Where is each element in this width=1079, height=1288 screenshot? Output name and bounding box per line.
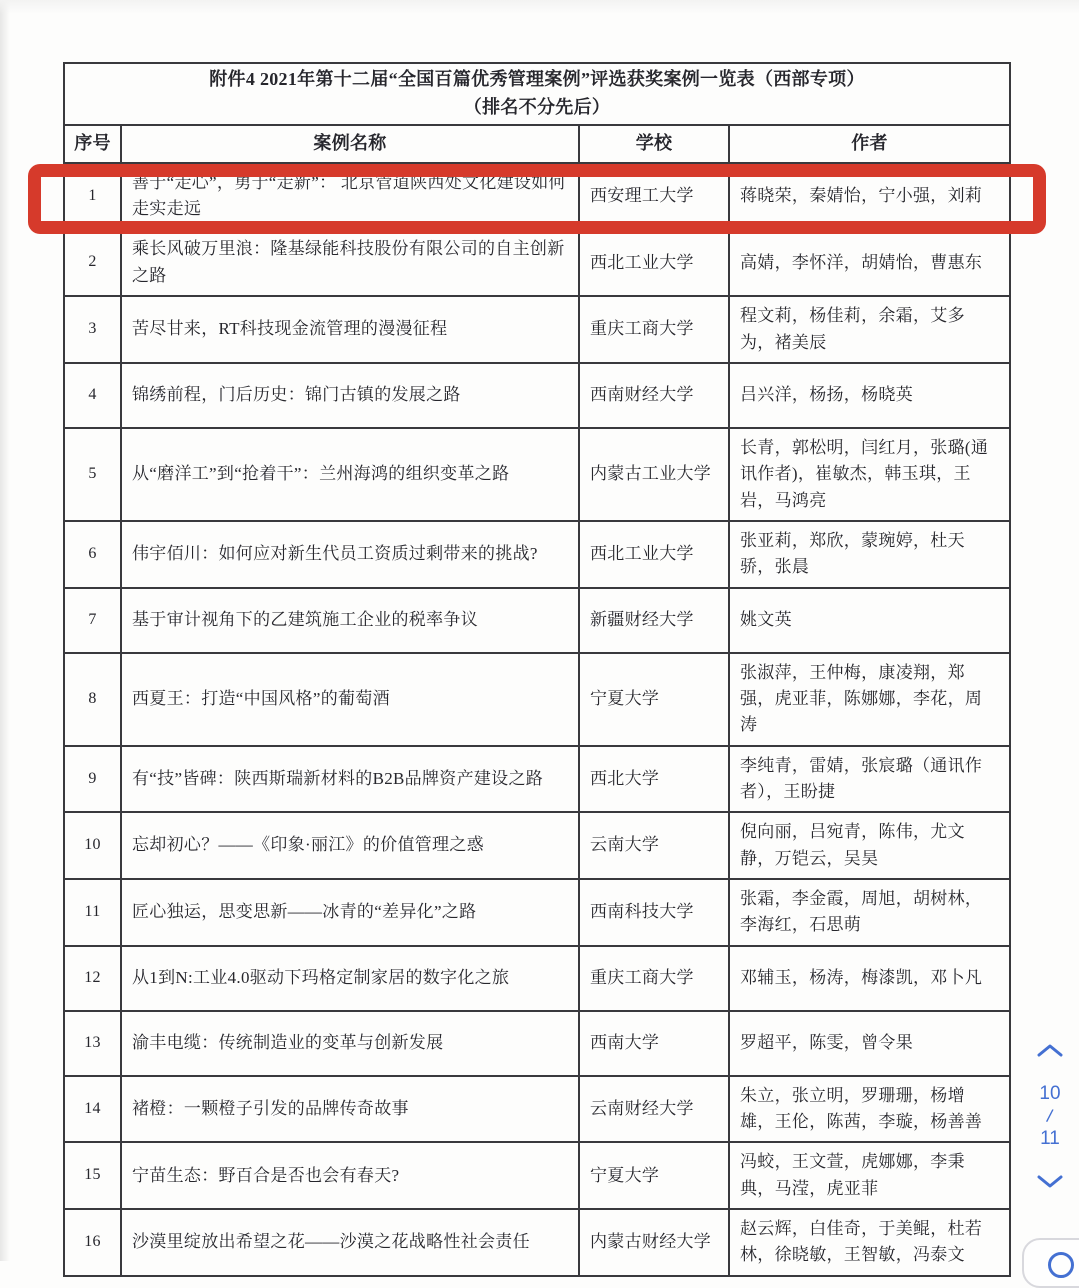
scan-edge-shadow [0,0,10,1261]
row-number-cell: 1 [64,163,121,230]
total-pages: 11 [1040,1127,1060,1149]
case-name-cell: 沙漠里绽放出希望之花——沙漠之花战略性社会责任 [121,1209,579,1276]
table-row [64,163,1010,230]
authors-cell: 蒋晓荣，秦婧怡，宁小强，刘莉 [729,163,1010,230]
table-row [64,1209,1010,1276]
circle-icon [1048,1252,1074,1278]
table-row [64,812,1010,879]
table-row [64,879,1010,946]
school-cell: 云南财经大学 [579,1076,729,1143]
authors-cell: 张亚莉，郑欣，蒙琬婷，杜天骄，张晨 [729,521,1010,588]
case-name-cell: 基于审计视角下的乙建筑施工企业的税率争议 [121,588,579,653]
authors-cell: 张淑萍，王仲梅，康凌翔，郑强，虎亚菲，陈娜娜，李花，周涛 [729,653,1010,746]
row-number-cell: 8 [64,653,121,746]
case-name-cell: 忘却初心？——《印象·丽江》的价值管理之惑 [121,812,579,879]
school-cell: 西南大学 [579,1011,729,1076]
school-cell: 西南科技大学 [579,879,729,946]
school-cell: 西安理工大学 [579,163,729,230]
page-separator: / [1045,1105,1055,1127]
authors-cell: 吕兴洋，杨扬，杨晓英 [729,363,1010,428]
current-page: 10 [1039,1083,1061,1104]
table-row [64,363,1010,428]
school-cell: 宁夏大学 [579,653,729,746]
table-row [64,1142,1010,1209]
authors-cell: 长青，郭松明，闫红月，张璐(通讯作者)，崔敏杰，韩玉琪，王岩，马鸿亮 [729,428,1010,521]
authors-cell: 朱立，张立明，罗珊珊，杨增雄，王伦，陈茜，李璇，杨善善 [729,1076,1010,1143]
table-row [64,653,1010,746]
table-row [64,1076,1010,1143]
authors-cell: 李纯青，雷婧，张宸璐（通讯作者），王盼捷 [729,746,1010,813]
column-header-school: 学校 [579,125,729,163]
school-cell: 宁夏大学 [579,1142,729,1209]
row-number-cell: 11 [64,879,121,946]
authors-cell: 高婧，李怀洋，胡婧怡，曹惠东 [729,229,1010,296]
school-cell: 西北大学 [579,746,729,813]
school-cell: 内蒙古财经大学 [579,1209,729,1276]
row-number-cell: 7 [64,588,121,653]
case-name-cell: 苦尽甘来，RT科技现金流管理的漫漫征程 [121,296,579,363]
row-number-cell: 6 [64,521,121,588]
school-cell: 西北工业大学 [579,521,729,588]
case-name-cell: 渝丰电缆：传统制造业的变革与创新发展 [121,1011,579,1076]
authors-cell: 倪向丽，吕宛青，陈伟，尤文静，万铠云，吴昊 [729,812,1010,879]
page-indicator [1039,1084,1060,1150]
school-cell: 重庆工商大学 [579,946,729,1011]
table-row [64,229,1010,296]
table-title-line1: 附件4 2021年第十二届“全国百篇优秀管理案例”评选获奖案例一览表（西部专项） [209,69,865,89]
authors-cell: 冯蛟，王文萱，虎娜娜，李秉典，马滢，虎亚菲 [729,1142,1010,1209]
authors-cell: 邓辅玉，杨涛，梅漆凯，邓卜凡 [729,946,1010,1011]
school-cell: 云南大学 [579,812,729,879]
row-number-cell: 15 [64,1142,121,1209]
table-title-line2: （排名不分先后） [463,96,611,117]
school-cell: 内蒙古工业大学 [579,428,729,521]
table-row [64,946,1010,1011]
case-name-cell: 匠心独运，思变思新——冰青的“差异化”之路 [121,879,579,946]
row-number-cell: 14 [64,1076,121,1143]
table-row [64,746,1010,813]
case-name-cell: 从1到N:工业4.0驱动下玛格定制家居的数字化之旅 [121,946,579,1011]
row-number-cell: 13 [64,1011,121,1076]
authors-cell: 赵云辉，白佳奇，于美鲲，杜若林，徐晓敏，王智敏，冯泰文 [729,1209,1010,1276]
case-name-cell: 锦绣前程，门后历史：锦门古镇的发展之路 [121,363,579,428]
school-cell: 西南财经大学 [579,363,729,428]
case-name-cell: 宁苗生态：野百合是否也会有春天? [121,1142,579,1209]
column-header-case: 案例名称 [121,125,579,163]
scan-top-shade [0,0,1079,14]
table-title [64,63,1010,125]
school-cell: 重庆工商大学 [579,296,729,363]
chevron-up-icon[interactable] [1035,1042,1065,1060]
table-row [64,1011,1010,1076]
school-cell: 西北工业大学 [579,229,729,296]
table-row [64,588,1010,653]
column-header-number: 序号 [64,125,121,163]
case-name-cell: 褚橙：一颗橙子引发的品牌传奇故事 [121,1076,579,1143]
page-navigator [1028,1042,1072,1190]
authors-cell: 姚文英 [729,588,1010,653]
authors-cell: 罗超平，陈雯，曾令果 [729,1011,1010,1076]
row-number-cell: 2 [64,229,121,296]
row-number-cell: 10 [64,812,121,879]
row-number-cell: 5 [64,428,121,521]
row-number-cell: 3 [64,296,121,363]
case-name-cell: 善于“走心”，勇于“走新”： 北京管道陕西处文化建设如何走实走远 [121,163,579,230]
floating-widget[interactable] [1022,1238,1079,1288]
row-number-cell: 9 [64,746,121,813]
school-cell: 新疆财经大学 [579,588,729,653]
table-row [64,521,1010,588]
case-name-cell: 西夏王：打造“中国风格”的葡萄酒 [121,653,579,746]
row-number-cell: 12 [64,946,121,1011]
table-body [64,163,1010,1276]
table-title-row [64,63,1010,125]
table-row [64,428,1010,521]
awards-table [63,62,1011,1277]
table-row [64,296,1010,363]
table-header-row [64,125,1010,163]
row-number-cell: 4 [64,363,121,428]
case-name-cell: 从“磨洋工”到“抢着干”：兰州海鸿的组织变革之路 [121,428,579,521]
case-name-cell: 有“技”皆碑：陕西斯瑞新材料的B2B品牌资产建设之路 [121,746,579,813]
chevron-down-icon[interactable] [1035,1172,1065,1190]
case-name-cell: 乘长风破万里浪：隆基绿能科技股份有限公司的自主创新之路 [121,229,579,296]
row-number-cell: 16 [64,1209,121,1276]
authors-cell: 张霜，李金霞，周旭，胡树林，李海红，石思萌 [729,879,1010,946]
case-name-cell: 伟宇佰川：如何应对新生代员工资质过剩带来的挑战? [121,521,579,588]
column-header-authors: 作者 [729,125,1010,163]
authors-cell: 程文莉，杨佳莉，余霜，艾多为，褚美辰 [729,296,1010,363]
